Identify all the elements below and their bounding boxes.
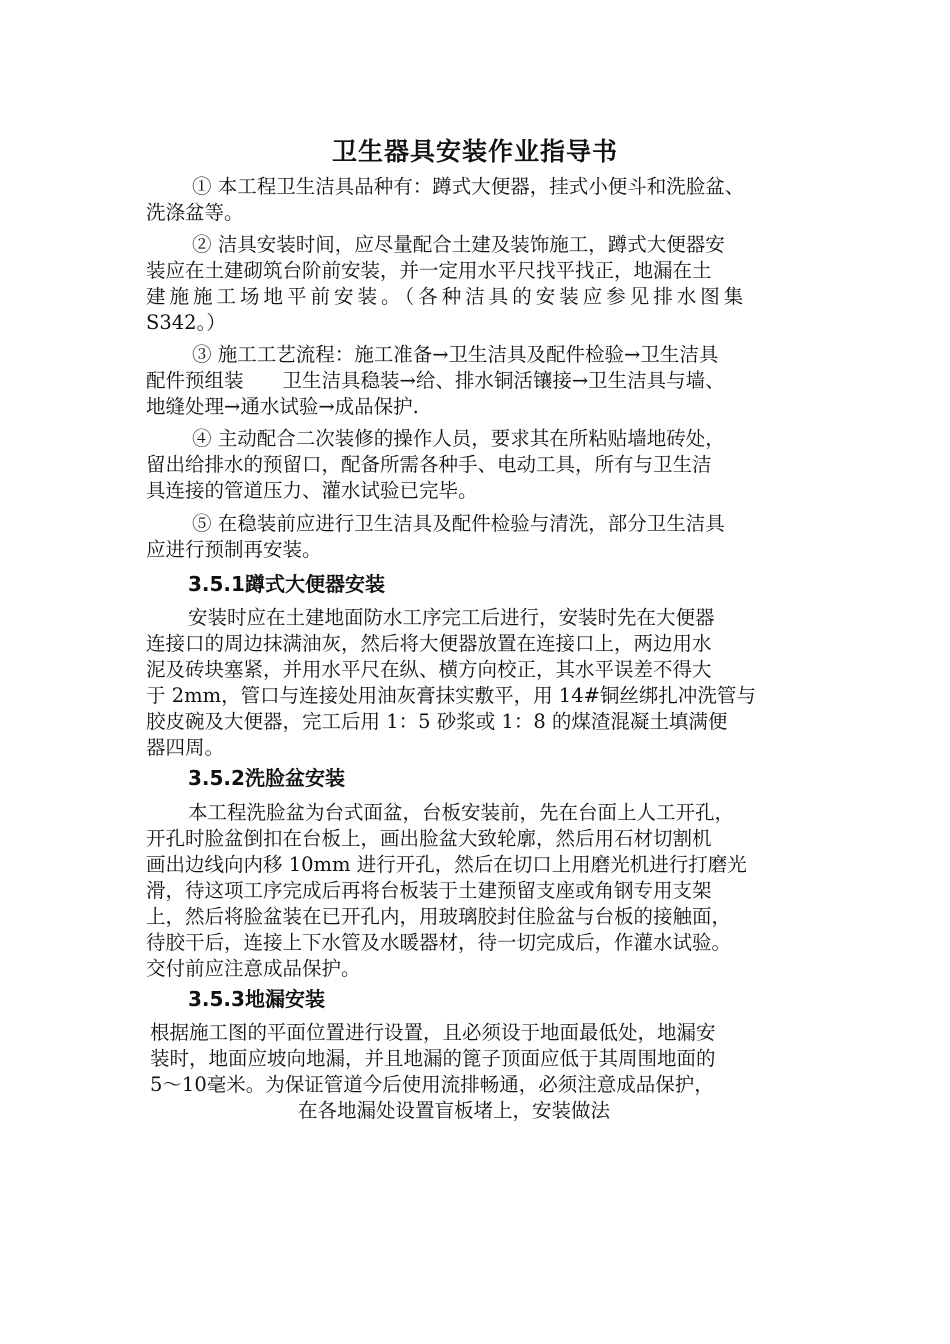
section-line: 连接口的周边抹满油灰，然后将大便器放置在连接口上，两边用水 xyxy=(146,632,712,655)
paragraph-line: 洗涤盆等。 xyxy=(146,201,244,224)
section-line: 画出边线向内移 10mm 进行开孔，然后在切口上用磨光机进行打磨光 xyxy=(146,853,747,876)
paragraph-line: 具连接的管道压力、灌水试验已完毕。 xyxy=(146,479,478,502)
section-line: 胶皮碗及大便器，完工后用 1：5 砂浆或 1：8 的煤渣混凝土填满便 xyxy=(146,710,728,733)
section-line: 上，然后将脸盆装在已开孔内，用玻璃胶封住脸盆与台板的接触面， xyxy=(146,905,732,928)
paragraph-line: 装应在土建砌筑台阶前安装，并一定用水平尺找平找正，地漏在土 xyxy=(146,259,712,282)
section-line: 本工程洗脸盆为台式面盆，台板安装前，先在台面上人工开孔， xyxy=(188,801,735,824)
document-title: 卫生器具安装作业指导书 xyxy=(331,137,618,166)
section-line: 器四周。 xyxy=(146,736,225,759)
section-heading: 3.5.2洗脸盆安装 xyxy=(188,766,345,790)
paragraph-line: ③ 施工工艺流程：施工准备→卫生洁具及配件检验→卫生洁具 xyxy=(192,343,719,366)
section-heading: 3.5.1蹲式大便器安装 xyxy=(188,572,385,596)
section-line: 于 2mm，管口与连接处用油灰膏抹实敷平，用 14#铜丝绑扎冲洗管与 xyxy=(146,684,756,707)
paragraph-line: ④ 主动配合二次装修的操作人员，要求其在所粘贴墙地砖处， xyxy=(192,427,725,450)
section-line: 在各地漏处设置盲板堵上，安装做法 xyxy=(298,1099,611,1122)
paragraph-line: 留出给排水的预留口，配备所需各种手、电动工具，所有与卫生洁 xyxy=(146,453,712,476)
paragraph-line: 地缝处理→通水试验→成品保护. xyxy=(146,395,419,418)
paragraph-line: 配件预组装 卫生洁具稳装→给、排水铜活镶接→卫生洁具与墙、 xyxy=(146,369,725,392)
section-line: 交付前应注意成品保护。 xyxy=(146,957,361,980)
paragraph-line: ① 本工程卫生洁具品种有：蹲式大便器，挂式小便斗和洗脸盆、 xyxy=(192,175,745,198)
section-line: 根据施工图的平面位置进行设置，且必须设于地面最低处，地漏安 xyxy=(150,1021,716,1044)
section-line: 待胶干后，连接上下水管及水暖器材，待一切完成后，作灌水试验。 xyxy=(146,931,732,954)
paragraph-line: ② 洁具安装时间，应尽量配合土建及装饰施工，蹲式大便器安 xyxy=(192,233,725,256)
paragraph-line: ⑤ 在稳装前应进行卫生洁具及配件检验与清洗，部分卫生洁具 xyxy=(192,512,725,535)
paragraph-line: S342。） xyxy=(146,311,226,334)
section-line: 安装时应在土建地面防水工序完工后进行，安装时先在大便器 xyxy=(188,606,715,629)
paragraph-line: 建施施工场地平前安装。（各种洁具的安装应参见排水图集 xyxy=(146,285,748,308)
paragraph-line: 应进行预制再安装。 xyxy=(146,538,322,561)
section-line: 装时，地面应坡向地漏，并且地漏的篦子顶面应低于其周围地面的 xyxy=(150,1047,716,1070)
section-line: 开孔时脸盆倒扣在台板上，画出脸盆大致轮廓，然后用石材切割机 xyxy=(146,827,712,850)
section-line: 泥及砖块塞紧，并用水平尺在纵、横方向校正，其水平误差不得大 xyxy=(146,658,712,681)
section-line: 滑，待这项工序完成后再将台板装于土建预留支座或角钢专用支架 xyxy=(146,879,712,902)
section-heading: 3.5.3地漏安装 xyxy=(188,987,325,1011)
section-line: 5～10毫米。为保证管道今后使用流排畅通，必须注意成品保护， xyxy=(150,1073,714,1096)
